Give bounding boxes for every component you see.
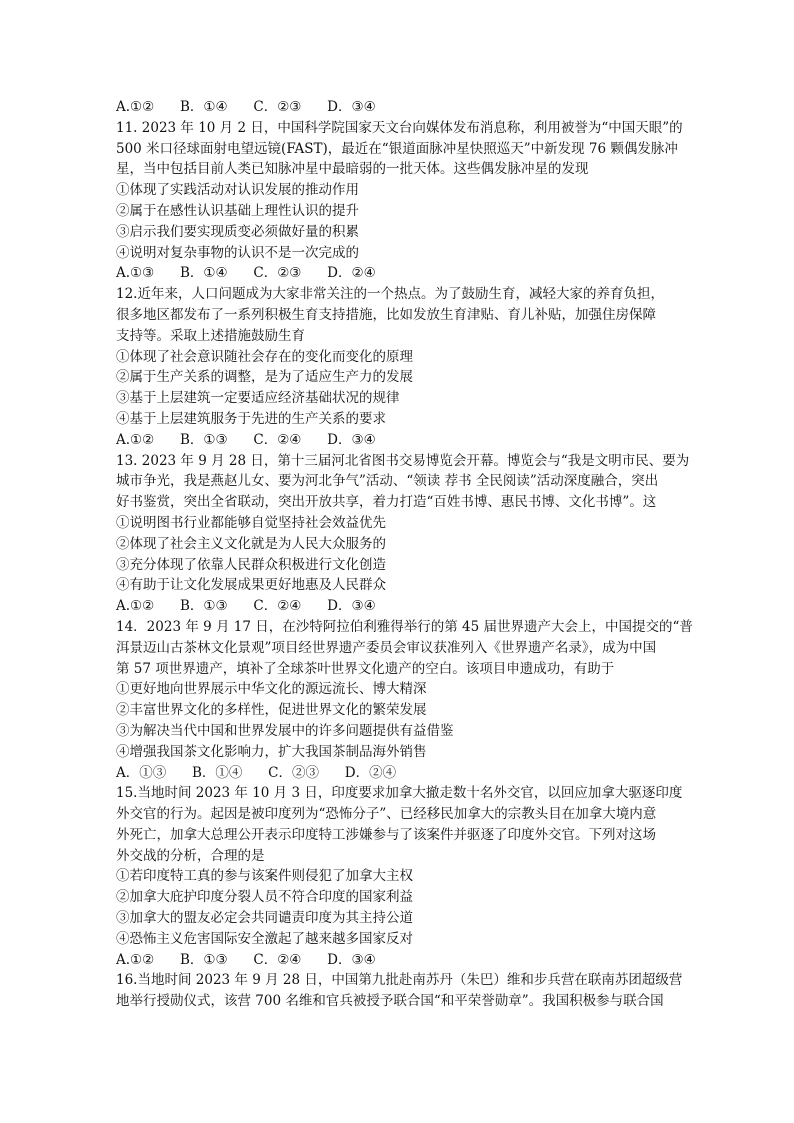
question-10-options: A.①② B．①④ C．②③ D．③④ [116,99,376,115]
question-stem-line: 洱景迈山古茶林文化景观”项目经世界遗产委员会审议获准列入《世界遗产名录》，成为中国 [116,639,657,656]
choice-item: ②属于生产关系的调整，是为了适应生产力的发展 [116,369,413,386]
choice-item: ②属于在感性认识基础上理性认识的提升 [116,202,359,219]
answer-options: A．①③ B．①④ C．②③ D．②④ [116,764,397,781]
choice-item: ③基于上层建筑一定要适应经济基础状况的规律 [116,390,400,407]
question-stem-line: 支持等。采取上述措施鼓励生育 [116,327,305,344]
question-stem-line: 外交官的行为。起因是被印度列为“恐怖分子”、已经移民加拿大的宗教头目在加拿大境内意 [116,806,657,823]
question-stem-line: 15.当地时间 2023 年 10 月 3 日，印度要求加拿大撤走数十名外交官，以回应加拿大驱逐印度 [116,785,683,802]
question-11 [116,118,686,284]
choice-item: ③为解决当代中国和世界发展中的许多问题提供有益借鉴 [116,722,454,739]
choice-item: ④基于上层建筑服务于先进的生产关系的要求 [116,410,386,427]
choice-item: ④恐怖主义危害国际安全激起了越来越多国家反对 [116,930,413,947]
choice-item: ②丰富世界文化的多样性，促进世界文化的繁荣发展 [116,702,427,719]
choice-item: ①体现了社会意识随社会存在的变化而变化的原理 [116,348,413,365]
question-stem-line: 外死亡，加拿大总理公开表示印度特工涉嫌参与了该案件并驱逐了印度外交官。下列对这场 [116,826,656,843]
choice-item: ③加拿大的盟友必定会共同谴责印度为其主持公道 [116,910,413,927]
question-stem-line: 好书鉴赏，突出全省联动，突出开放共享，着力打造“百姓书博、惠民书博、文化书博”。这 [116,494,657,511]
choice-item: ②加拿大庇护印度分裂人员不符合印度的国家利益 [116,889,413,906]
question-16 [116,970,686,1012]
answer-options: A.①② B．①③ C．②④ D．③④ [116,598,376,615]
answer-options: A.①② B．①③ C．②④ D．③④ [116,431,376,448]
choice-item: ④说明对复杂事物的认识不是一次完成的 [116,244,359,261]
choice-item: ④增强我国茶文化影响力，扩大我国茶制品海外销售 [116,743,427,760]
choice-item: ①体现了实践活动对认识发展的推动作用 [116,182,359,199]
question-stem-line: 500 米口径球面射电望远镜(FAST)，最近在“银道面脉冲星快照巡天”中新发现 76 颗偶发脉冲 [116,140,678,157]
answer-options: A.①② B．①③ C．②④ D．③④ [116,951,376,968]
question-stem-line: 13. 2023 年 9 月 28 日，第十三届河北省图书交易博览会开幕。博览会与“我是文明市民、要为 [116,452,690,469]
question-stem-line: 12.近年来，人口问题成为大家非常关注的一个热点。为了鼓励生育，减轻大家的养育负担， [116,286,664,303]
choice-item: ①说明图书行业都能够自觉坚持社会效益优先 [116,514,386,531]
choice-item: ①更好地向世界展示中华文化的源远流长、博大精深 [116,681,427,698]
question-stem-line: 14．2023 年 9 月 17 日，在沙特阿拉伯利雅得举行的第 45 届世界遗产大会上，中国提交的“普 [116,618,693,635]
choice-item: ③充分体现了依靠人民群众积极进行文化创造 [116,556,386,573]
question-stem-line: 16.当地时间 2023 年 9 月 28 日，中国第九批赴南苏丹（朱巴）维和步兵营在联南苏团超级营 [116,972,683,989]
exam-page [116,97,693,1012]
question-12 [116,284,686,450]
question-stem-line: 外交战的分析，合理的是 [116,847,265,864]
choice-item: ③启示我们要实现质变必须做好量的积累 [116,223,359,240]
question-13 [116,451,690,617]
choice-item: ④有助于让文化发展成果更好地惠及人民群众 [116,577,386,594]
question-stem-line: 城市争光，我是燕赵儿女、要为河北争气”活动、“领读 荐书 全民阅读”活动深度融合，突出 [116,473,659,490]
question-stem-line: 星，当中包括目前人类已知脉冲星中最暗弱的一批天体。这些偶发脉冲星的发现 [116,161,589,178]
question-stem-line: 地举行授勋仪式，该营 700 名维和官兵被授予联合国“和平荣誉勋章”。我国积极参与联合国 [116,993,664,1010]
question-stem-line: 第 57 项世界遗产，填补了全球茶叶世界文化遗产的空白。该项目申遗成功，有助于 [116,660,615,677]
choice-item: ①若印度特工真的参与该案件则侵犯了加拿大主权 [116,868,413,885]
question-15 [116,783,686,970]
choice-item: ②体现了社会主义文化就是为人民大众服务的 [116,535,386,552]
question-stem-line: 11. 2023 年 10 月 2 日，中国科学院国家天文台向媒体发布消息称，利用被誉为“中国天眼”的 [116,119,683,136]
answer-options: A.①③ B．①④ C．②③ D．②④ [116,265,376,282]
question-stem-line: 很多地区都发布了一系列积极生育支持措施，比如发放生育津贴、育儿补贴，加强住房保障 [116,306,656,323]
question-14 [116,617,693,783]
